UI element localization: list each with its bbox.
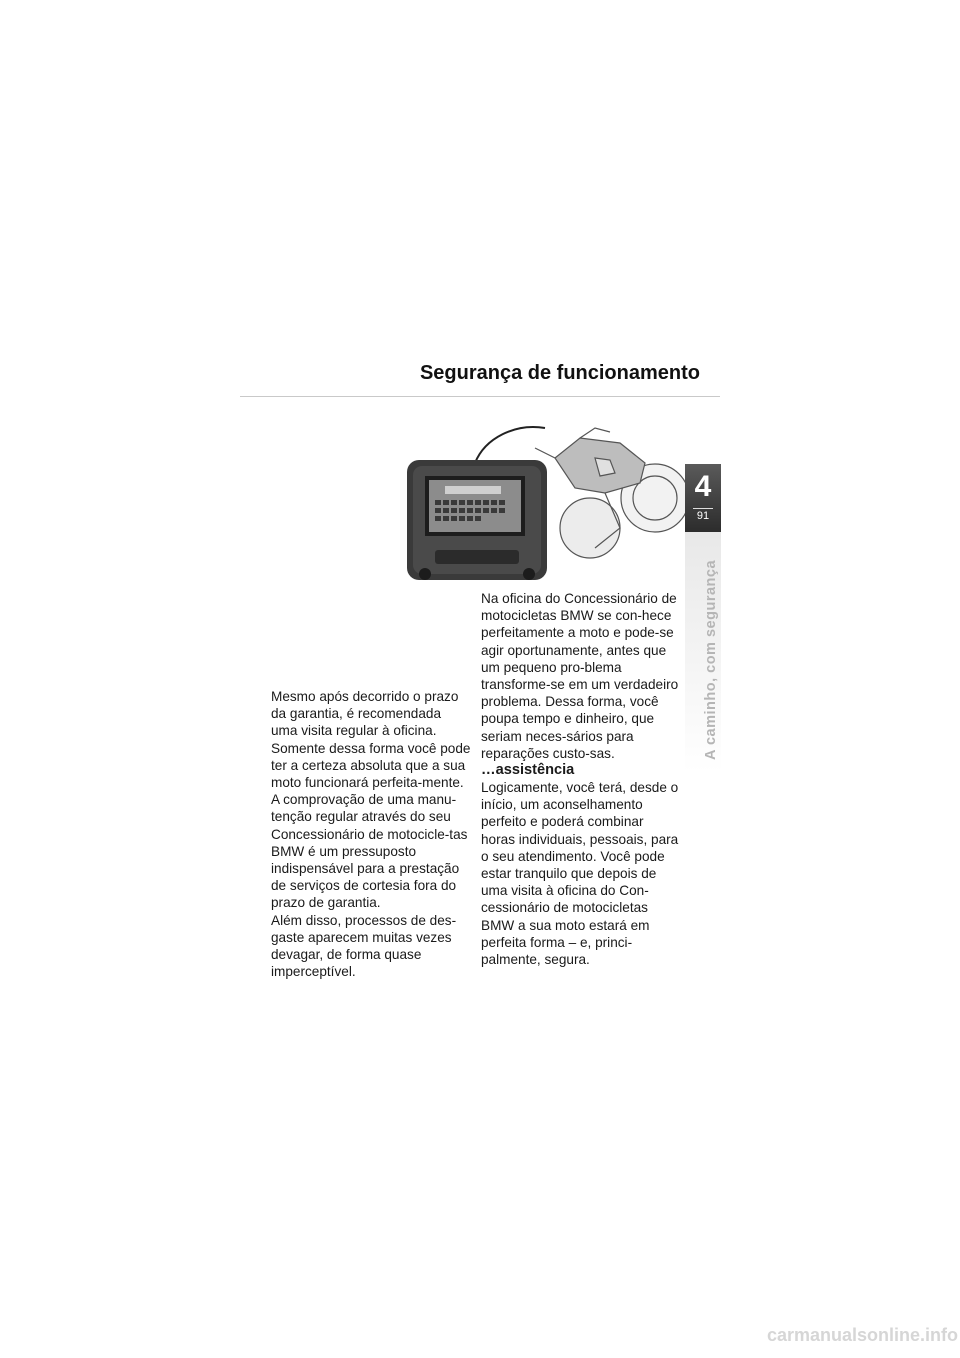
body-paragraph: Logicamente, você terá, desde o início, um aconselhamento perfeito e poderá combinar horas individuais, pessoais, para o seu atendimento. Você pode estar tranquilo que depois de uma visita à oficina do Con-cessionário de motocicletas BMW a sua moto estará em perfeita forma – e, princi-palmente, segura. xyxy=(481,780,679,968)
left-text-column xyxy=(271,688,471,980)
page-title: Segurança de funcionamento xyxy=(419,362,700,384)
chapter-tab xyxy=(685,464,721,532)
body-paragraph: A comprovação de uma manu-tenção regular através do seu Concessionário de motocicle-tas BMW é um pressuposto indispensável para a prestação de serviços de cortesia fora do prazo de garantia. xyxy=(271,792,468,911)
page-number: 91 xyxy=(696,510,710,522)
chapter-number: 4 xyxy=(694,470,712,503)
tester-cable xyxy=(475,427,545,463)
section-subheading: …assistência xyxy=(481,762,575,779)
body-paragraph: Além disso, processos de des-gaste aparecem muitas vezes devagar, de forma quase imperceptível. xyxy=(271,912,457,980)
body-paragraph: Na oficina do Concessionário de motocicletas BMW se con-hece perfeitamente a moto e pode-se agir oportunamente, antes que um pequeno pro-blema transforme-se em um verdadeiro problema. Dessa forma, você poupa tempo e dinheiro, que seriam neces-sários para reparações custo-sas. xyxy=(481,591,679,761)
diagnostic-tester xyxy=(407,460,547,580)
diagnostic-tester-and-motorcycle-illustration xyxy=(405,418,705,588)
body-paragraph: Mesmo após decorrido o prazo da garantia, é recomendada uma visita regular à oficina. Somente dessa forma você pode ter a certeza absoluta que a sua moto funcionará perfeita-mente. xyxy=(271,689,471,791)
chapter-divider xyxy=(693,508,713,509)
watermark: carmanualsonline.info xyxy=(766,1325,958,1345)
title-divider xyxy=(240,396,720,397)
motorcycle-sketch xyxy=(535,428,689,558)
right-text-column xyxy=(481,590,681,968)
section-label: A caminho, com segurança xyxy=(703,559,719,760)
